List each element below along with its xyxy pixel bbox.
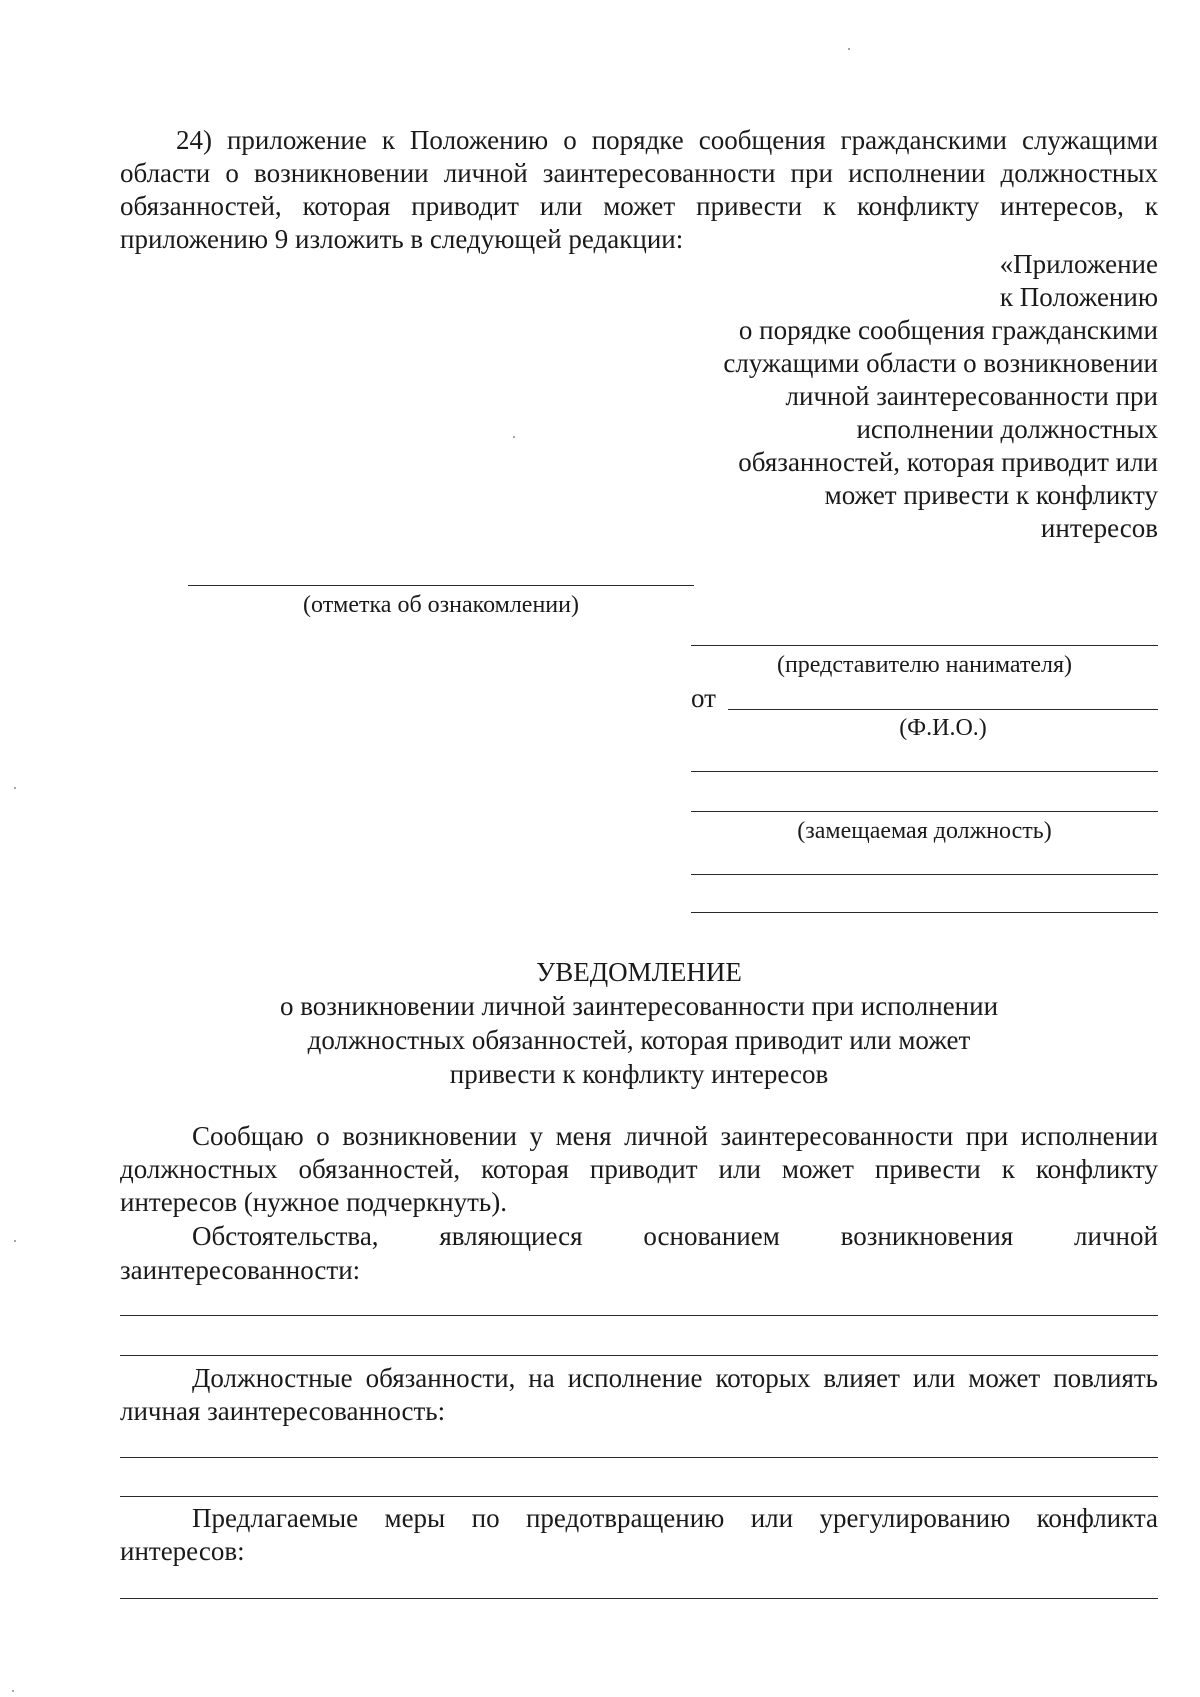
notice-subtitle-line: о возникновении личной заинтересованности при исполнении [279,991,999,1021]
acknowledgement-caption: (отметка об ознакомлении) [303,592,579,618]
appendix-line: исполнении должностных [856,414,1158,444]
appendix-line: «Приложение [999,249,1158,279]
circumstances-line-2[interactable] [120,1355,1158,1356]
circumstances-word: возникновения [840,1221,1014,1251]
scan-speck [12,1690,14,1692]
position-extra-line-2[interactable] [691,912,1158,913]
circumstances-word: Обстоятельства, [192,1221,379,1251]
scan-speck [513,436,515,438]
fio-extra-line[interactable] [691,771,1158,772]
notice-subtitle-line: привести к конфликту интересов [449,1059,829,1089]
measures-paragraph: Предлагаемые меры по предотвращению или урегулированию конфликта интересов: [120,1503,1158,1566]
circumstances-word: основанием [643,1221,780,1251]
scan-speck [14,1240,16,1242]
scan-speck [848,48,850,50]
appendix-line: о порядке сообщения гражданскими [738,315,1158,345]
notice-body-paragraph: Сообщаю о возникновении у меня личной заинтересованности при исполнении должностных обязанностей, которая приводит или может привести к конфликту интересов (нужное подчеркнуть). [120,1121,1158,1217]
employer-rep-line[interactable] [691,645,1158,646]
position-line[interactable] [691,811,1158,812]
duties-line-2[interactable] [120,1496,1158,1497]
appendix-line: может привести к конфликту [824,480,1158,510]
appendix-line: интересов [1040,513,1158,543]
fio-line[interactable] [728,709,1158,710]
circumstances-tail: заинтересованности: [120,1255,361,1285]
intro-text: 24) приложение к Положению о порядке сообщения гражданскими служащими области о возникновении личной заинтересованности при исполнении должностных обязанностей, которая приводит или может привести к конфликту интересов, к приложению 9 изложить в следующей редакции: [120,125,1158,254]
appendix-header [678,248,1158,545]
circumstances-first-line [120,1220,1158,1253]
intro-paragraph [120,124,1158,256]
from-label: от [691,683,716,713]
appendix-line: обязанностей, которая приводит или [738,447,1158,477]
notice-title: УВЕДОМЛЕНИЕ [536,957,742,987]
circumstances-line-1[interactable] [120,1315,1158,1316]
employer-rep-caption: (представителю нанимателя) [776,652,1073,678]
notice-subtitle-line: должностных обязанностей, которая приводит или может [307,1025,971,1055]
position-caption: (замещаемая должность) [797,818,1052,844]
appendix-line: личной заинтересованности при [785,381,1158,411]
fio-caption: (Ф.И.О.) [899,715,987,741]
circumstances-word: личной [1074,1221,1158,1251]
scan-speck [14,787,16,789]
duties-line-1[interactable] [120,1457,1158,1458]
measures-line-1[interactable] [120,1598,1158,1599]
acknowledgement-line[interactable] [188,585,694,586]
circumstances-word: являющиеся [439,1221,583,1251]
appendix-line: служащими области о возникновении [723,348,1158,378]
position-extra-line-1[interactable] [691,874,1158,875]
duties-paragraph: Должностные обязанности, на исполнение которых влияет или может повлиять личная заинтересованность: [120,1363,1158,1426]
appendix-line: к Положению [999,282,1158,312]
